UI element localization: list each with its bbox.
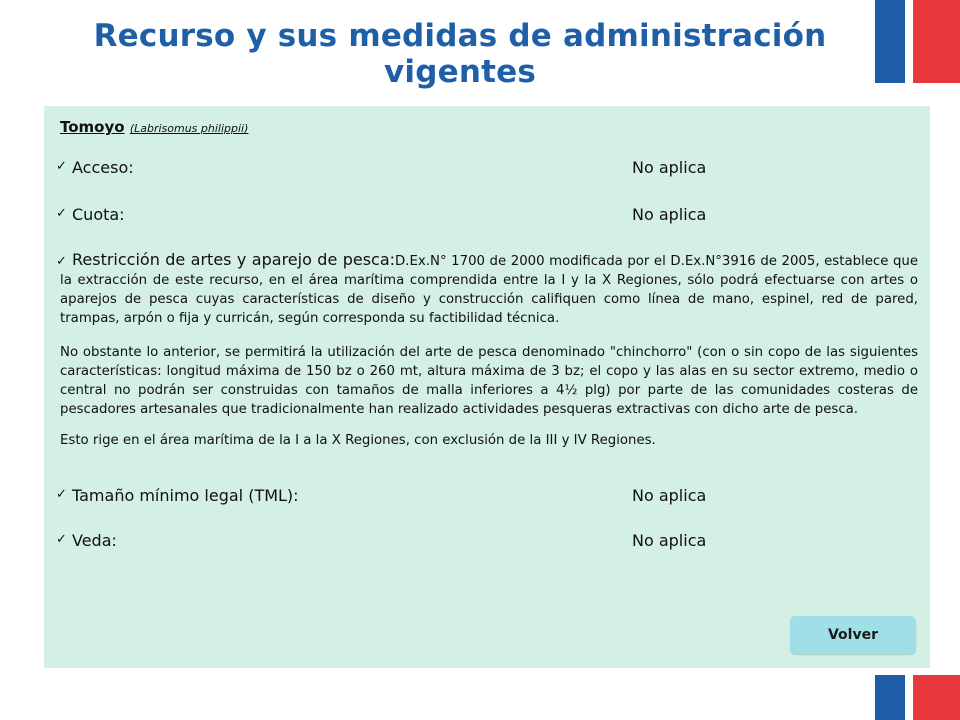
measure-value: No aplica	[632, 205, 707, 224]
back-button[interactable]: Volver	[790, 616, 916, 654]
measure-label: Veda:	[72, 531, 117, 550]
measure-label: Cuota:	[72, 205, 125, 224]
check-icon: ✓	[56, 206, 67, 221]
check-icon: ✓	[56, 532, 67, 547]
measure-tml	[56, 486, 918, 508]
chile-flag-logo-bottom	[875, 675, 960, 720]
page-title: Recurso y sus medidas de administración vigentes	[93, 18, 827, 90]
measure-label: Tamaño mínimo legal (TML):	[72, 486, 299, 505]
restriccion-text: D.Ex.N° 1700 de 2000 modificada por el D.Ex.N°3916 de 2005, establece que la extracción de este recurso, en el área marítima comprendida entre la I y la X Regiones, sólo podrá efectuarse con artes o aparejos de pesca cuyas características de diseño y construcción califiquen como línea de mano, espinel, red de pared, trampas, arpón o fija y curricán, según corresponda su factibilidad técnica.	[60, 254, 919, 326]
check-icon: ✓	[56, 159, 67, 174]
measure-label: Restricción de artes y aparejo de pesca:	[72, 250, 396, 269]
species-scientific-name: (Labrisomus philippii)	[129, 122, 249, 135]
measure-veda	[56, 531, 918, 553]
species-common-name: Tomoyo	[60, 118, 125, 136]
measures-panel	[44, 106, 930, 668]
measure-label: Acceso:	[72, 158, 134, 177]
restriccion-paragraph-3: Esto rige en el área marítima de la I a la X Regiones, con exclusión de la III y IV Regiones.	[60, 433, 656, 448]
measure-acceso	[56, 158, 918, 180]
measure-restriccion	[56, 250, 919, 328]
measure-value: No aplica	[632, 531, 707, 550]
check-icon: ✓	[56, 254, 67, 269]
chile-flag-logo-top	[875, 0, 960, 83]
measure-value: No aplica	[632, 486, 707, 505]
measure-cuota	[56, 205, 918, 227]
restriccion-paragraph-2: No obstante lo anterior, se permitirá la utilización del arte de pesca denominado "chinchorro" (con o sin copo de las siguientes características: longitud máxima de 150 bz o 260 mt, altura máxima de 3 bz; el copo y las alas en su sector extremo, medio o central no podrán ser construidas con tamaños de malla inferiores a 4½ plg) por parte de las comunidades costeras de pescadores artesanales que tradicionalmente han realizado actividades pesqueras extractivas con dicho arte de pesca.	[60, 345, 918, 417]
species-heading	[60, 118, 918, 136]
check-icon: ✓	[56, 487, 67, 502]
measure-value: No aplica	[632, 158, 707, 177]
